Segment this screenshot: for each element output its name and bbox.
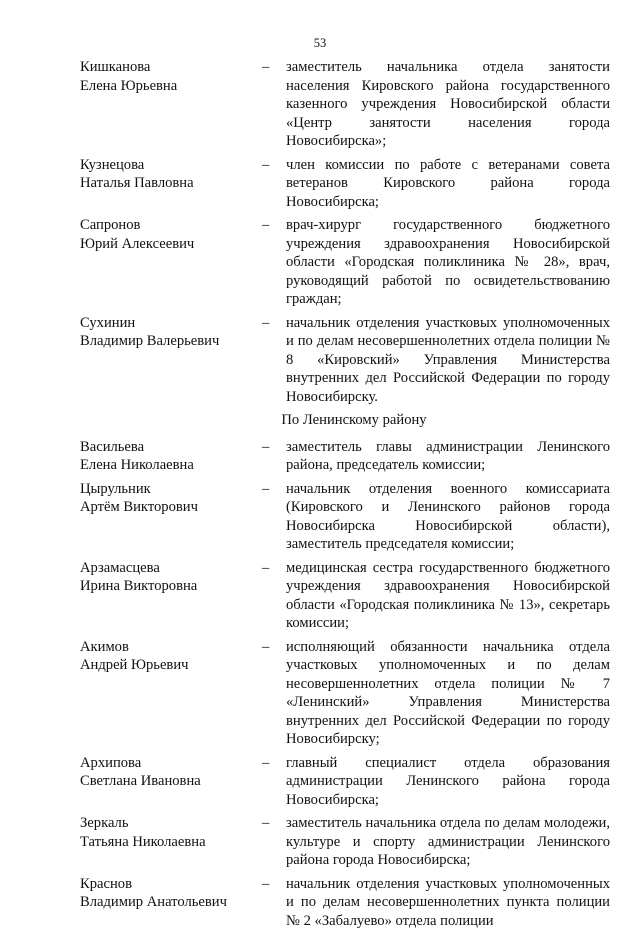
entry-dash: – xyxy=(262,217,270,233)
member-entry xyxy=(80,814,610,870)
member-given-names: Светлана Ивановна xyxy=(80,773,201,789)
member-given-names: Артём Викторович xyxy=(80,499,198,515)
entry-dash: – xyxy=(262,559,270,576)
member-given-names: Татьяна Николаевна xyxy=(80,833,206,850)
member-name xyxy=(80,875,262,931)
member-surname: Зеркаль xyxy=(80,815,129,831)
member-position: член комиссии по работе с ветеранами совета ветеранов Кировского района города Новосибирска; xyxy=(286,156,610,210)
entry-dash: – xyxy=(262,815,270,831)
page-number: 53 xyxy=(313,36,327,50)
member-name xyxy=(80,438,262,475)
member-position: начальник отделения участковых уполномоченных и по делам несовершеннолетних отдела полиции № 8 «Кировский» Управления Министерства внутренних дел Российской Федерации по городу Новосибирску. xyxy=(286,314,610,405)
member-given-names: Ирина Викторовна xyxy=(80,578,198,594)
member-name xyxy=(80,559,262,633)
entry-dash: – xyxy=(262,314,270,331)
member-surname: Цырульник xyxy=(80,480,151,497)
member-name xyxy=(80,314,262,407)
member-name xyxy=(80,754,262,810)
entry-dash: – xyxy=(262,59,270,75)
member-entry xyxy=(80,156,610,212)
member-given-names: Владимир Валерьевич xyxy=(80,333,220,349)
member-position: заместитель начальника отдела занятости населения Кировского района государственного казенного учреждения Новосибирской области «Центр занятости населения города Новосибирска»; xyxy=(286,59,610,149)
entry-dash: – xyxy=(262,480,270,497)
section-heading: По Ленинскому району xyxy=(281,412,427,428)
entry-dash: – xyxy=(262,754,270,771)
member-surname: Акимов xyxy=(80,638,129,655)
member-position: исполняющий обязанности начальника отдела участковых уполномоченных и по делам несовершеннолетних отдела полиции № 7 «Ленинский» Управления Министерства внутренних дел Российской Федерации по городу Новосибирску; xyxy=(286,638,610,747)
member-name xyxy=(80,58,262,151)
member-position: врач-хирург государственного бюджетного учреждения здравоохранения Новосибирской области «Городская поликлиника № 28», врач, руководящий работой по освидетельствованию граждан; xyxy=(286,217,610,307)
member-entry xyxy=(80,58,610,151)
member-name xyxy=(80,156,262,212)
member-entry xyxy=(80,559,610,633)
member-entry xyxy=(80,754,610,810)
member-entry xyxy=(80,314,610,407)
member-name xyxy=(80,216,262,309)
member-position: начальник отделения военного комиссариата (Кировского и Ленинского районов города Новосибирска Новосибирской области), заместитель председателя комиссии; xyxy=(286,480,610,552)
member-entry xyxy=(80,875,610,931)
member-given-names: Андрей Юрьевич xyxy=(80,657,189,673)
entry-dash: – xyxy=(262,438,270,455)
member-position: заместитель главы администрации Ленинского района, председатель комиссии; xyxy=(286,438,610,473)
member-name xyxy=(80,638,262,749)
member-entry xyxy=(80,216,610,309)
member-name xyxy=(80,480,262,554)
member-surname: Арзамасцева xyxy=(80,559,160,576)
member-given-names: Наталья Павловна xyxy=(80,175,194,191)
member-entry xyxy=(80,480,610,554)
entry-dash: – xyxy=(262,875,270,892)
member-entry xyxy=(80,638,610,749)
member-position: заместитель начальника отдела по делам молодежи, культуре и спорту администрации Ленинского района города Новосибирска; xyxy=(286,815,610,868)
member-surname: Сапронов xyxy=(80,217,141,233)
member-position: медицинская сестра государственного бюджетного учреждения здравоохранения Новосибирской области «Городская поликлиника № 13», секретарь комиссии; xyxy=(286,559,610,631)
member-surname: Архипова xyxy=(80,754,142,771)
member-given-names: Юрий Алексеевич xyxy=(80,235,195,252)
member-entry xyxy=(80,438,610,475)
member-surname: Кузнецова xyxy=(80,156,145,173)
member-name xyxy=(80,814,262,870)
member-position: главный специалист отдела образования администрации Ленинского района города Новосибирска; xyxy=(286,754,610,808)
commission-members-list xyxy=(80,58,610,935)
entry-dash: – xyxy=(262,638,270,655)
member-given-names: Елена Юрьевна xyxy=(80,77,178,94)
member-position: начальник отделения участковых уполномоченных и по делам несовершеннолетних пункта полиции № 2 «Забалуево» отдела полиции xyxy=(286,875,610,929)
member-given-names: Елена Николаевна xyxy=(80,457,194,473)
member-given-names: Владимир Анатольевич xyxy=(80,894,227,910)
entry-dash: – xyxy=(262,156,270,173)
member-surname: Васильева xyxy=(80,438,145,455)
member-surname: Сухинин xyxy=(80,314,136,331)
member-surname: Краснов xyxy=(80,875,132,892)
member-surname: Кишканова xyxy=(80,59,151,75)
